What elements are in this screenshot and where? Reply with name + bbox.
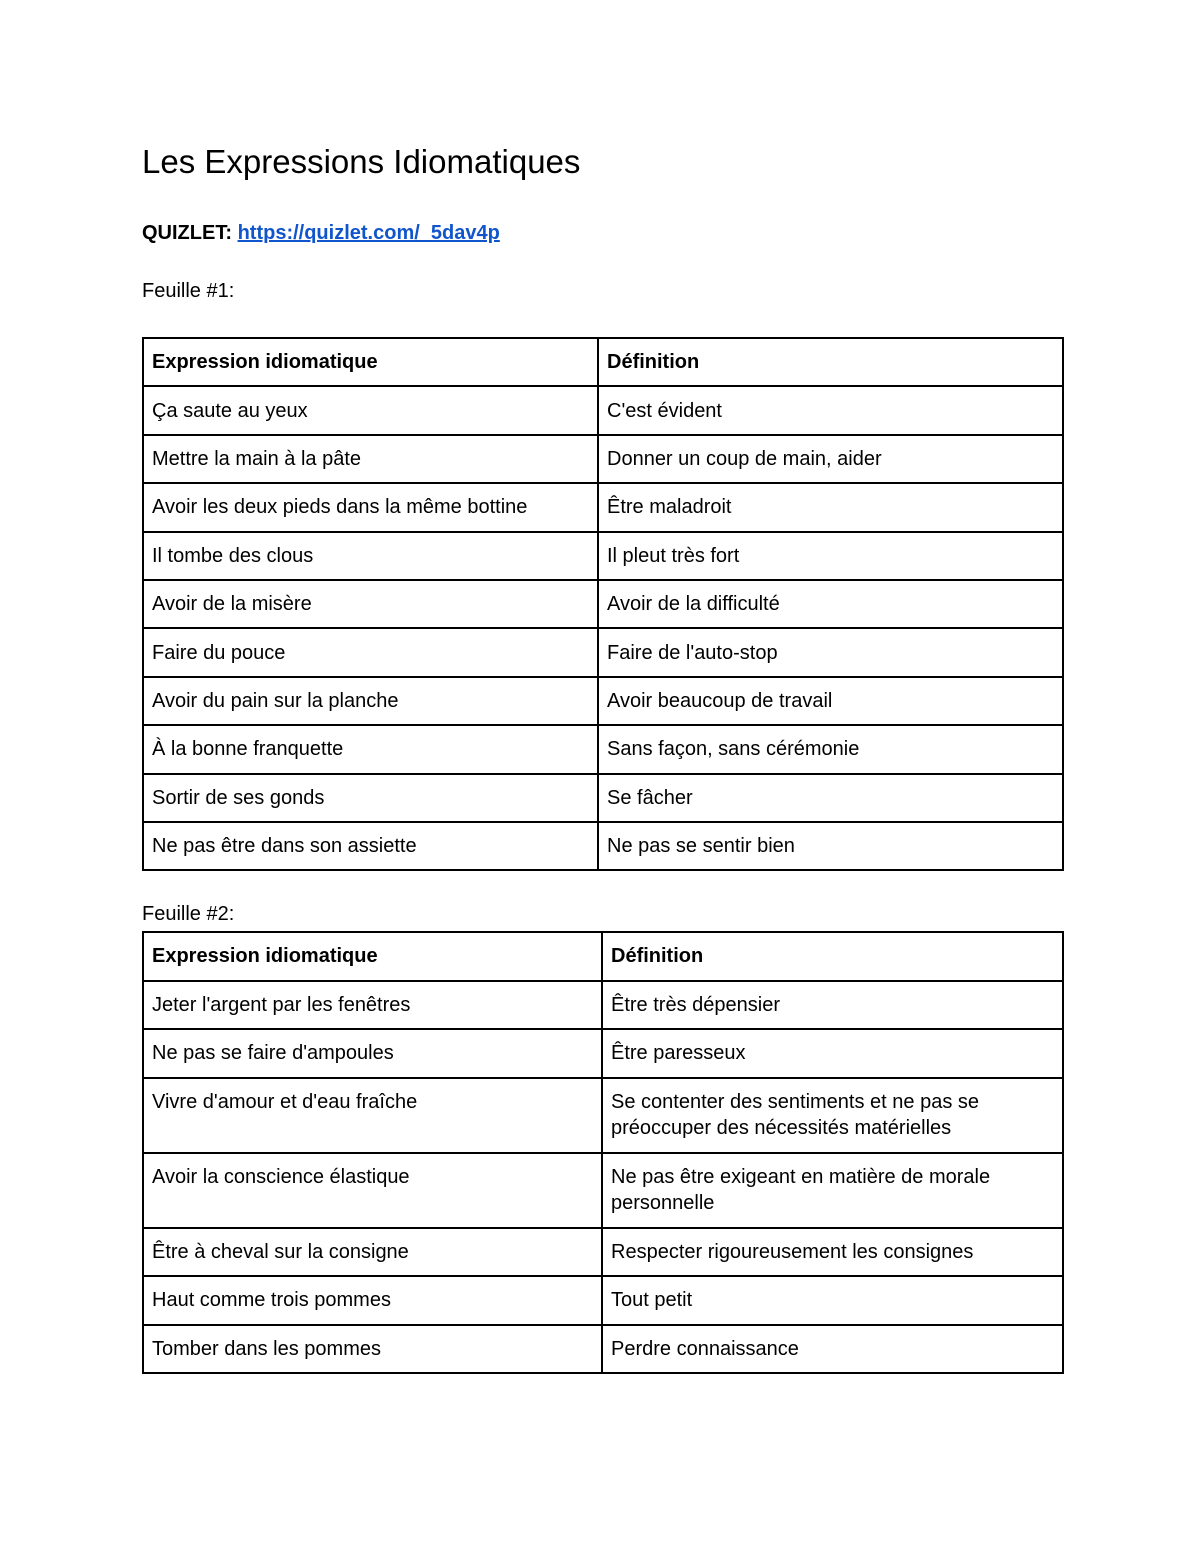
table-header-row: [143, 338, 1063, 386]
document-title: Les Expressions Idiomatiques: [142, 143, 581, 180]
header-definition: Définition: [598, 338, 1063, 386]
definition-cell: Faire de l'auto-stop: [598, 628, 1063, 676]
table-row: [143, 435, 1063, 483]
definition-cell: Se fâcher: [598, 774, 1063, 822]
expression-cell: Avoir du pain sur la planche: [143, 677, 598, 725]
expression-cell: Ça saute au yeux: [143, 386, 598, 434]
table-row: [143, 1325, 1063, 1374]
definition-cell: Ne pas se sentir bien: [598, 822, 1063, 870]
expression-cell: Sortir de ses gonds: [143, 774, 598, 822]
sheet2-table: [142, 931, 1064, 1374]
table-row: [143, 580, 1063, 628]
definition-cell: Être très dépensier: [602, 981, 1063, 1030]
expression-cell: Mettre la main à la pâte: [143, 435, 598, 483]
expression-cell: Ne pas être dans son assiette: [143, 822, 598, 870]
table-row: [143, 1029, 1063, 1078]
definition-cell: Se contenter des sentiments et ne pas se préoccuper des nécessités matérielles: [602, 1078, 1063, 1153]
header-expression: Expression idiomatique: [143, 932, 602, 981]
table-row: [143, 483, 1063, 531]
table-row: [143, 981, 1063, 1030]
table-row: [143, 1153, 1063, 1228]
definition-cell: Il pleut très fort: [598, 532, 1063, 580]
quizlet-label: QUIZLET:: [142, 222, 232, 244]
definition-cell: Avoir de la difficulté: [598, 580, 1063, 628]
table-row: [143, 822, 1063, 870]
expression-cell: Vivre d'amour et d'eau fraîche: [143, 1078, 602, 1153]
table-row: [143, 1228, 1063, 1277]
definition-cell: Respecter rigoureusement les consignes: [602, 1228, 1063, 1277]
definition-cell: Perdre connaissance: [602, 1325, 1063, 1374]
table-row: [143, 774, 1063, 822]
expression-cell: Haut comme trois pommes: [143, 1276, 602, 1325]
definition-cell: Ne pas être exigeant en matière de morale personnelle: [602, 1153, 1063, 1228]
header-expression: Expression idiomatique: [143, 338, 598, 386]
expression-cell: Ne pas se faire d'ampoules: [143, 1029, 602, 1078]
table-header-row: [143, 932, 1063, 981]
expression-cell: Avoir de la misère: [143, 580, 598, 628]
header-definition: Définition: [602, 932, 1063, 981]
sheet1-label: Feuille #1:: [142, 280, 235, 302]
quizlet-line: [142, 220, 500, 246]
definition-cell: Être paresseux: [602, 1029, 1063, 1078]
table-row: [143, 1078, 1063, 1153]
sheet1-table: [142, 337, 1064, 871]
expression-cell: Être à cheval sur la consigne: [143, 1228, 602, 1277]
table-row: [143, 725, 1063, 773]
table-row: [143, 677, 1063, 725]
expression-cell: Tomber dans les pommes: [143, 1325, 602, 1374]
definition-cell: Avoir beaucoup de travail: [598, 677, 1063, 725]
definition-cell: C'est évident: [598, 386, 1063, 434]
quizlet-link[interactable]: https://quizlet.com/_5dav4p: [237, 222, 500, 244]
expression-cell: Faire du pouce: [143, 628, 598, 676]
definition-cell: Tout petit: [602, 1276, 1063, 1325]
table-row: [143, 386, 1063, 434]
table-row: [143, 1276, 1063, 1325]
expression-cell: Avoir les deux pieds dans la même bottine: [143, 483, 598, 531]
table-row: [143, 628, 1063, 676]
table-row: [143, 532, 1063, 580]
sheet2-label: Feuille #2:: [142, 903, 235, 925]
expression-cell: Jeter l'argent par les fenêtres: [143, 981, 602, 1030]
expression-cell: Avoir la conscience élastique: [143, 1153, 602, 1228]
definition-cell: Être maladroit: [598, 483, 1063, 531]
expression-cell: À la bonne franquette: [143, 725, 598, 773]
definition-cell: Sans façon, sans cérémonie: [598, 725, 1063, 773]
expression-cell: Il tombe des clous: [143, 532, 598, 580]
definition-cell: Donner un coup de main, aider: [598, 435, 1063, 483]
